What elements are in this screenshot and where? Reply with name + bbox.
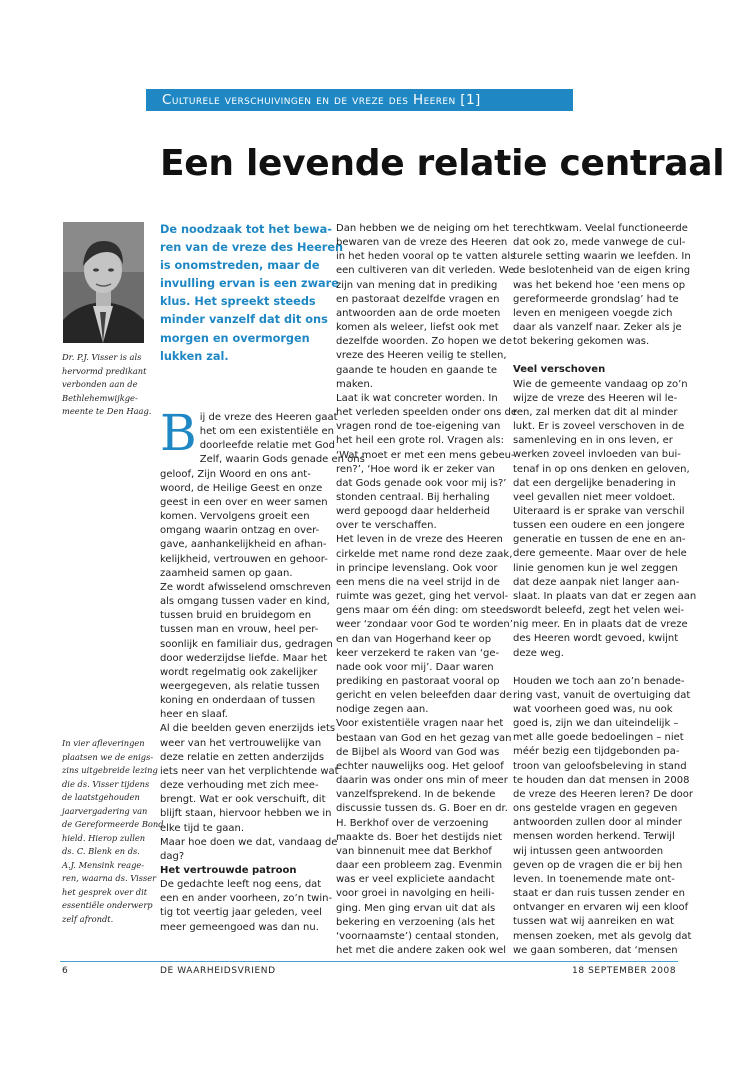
text-line: wordt regelmatig ook zakelijker bbox=[160, 666, 318, 678]
text-line: gaande te houden en gaande te bbox=[336, 364, 498, 376]
text-line: Het leven in de vreze des Heeren bbox=[336, 534, 503, 546]
text-line: Dan hebben we de neiging om het bbox=[336, 223, 510, 234]
text-line: Zelf, waarin Gods genade en ons bbox=[199, 454, 365, 466]
text-line: ‘voornaamste’) centaal stonden, bbox=[336, 930, 499, 942]
text-line: deze verhouding met zich mee- bbox=[160, 780, 319, 792]
text-line: leven en menigeen voegde zich bbox=[513, 307, 673, 319]
subheading-veel-verschoven: Veel verschoven bbox=[513, 364, 606, 376]
text-line: Laat ik wat concreter worden. In bbox=[336, 392, 498, 404]
text-line: zijn van mening dat in prediking bbox=[336, 279, 498, 291]
text-line: werken zoveel invloeden van bui- bbox=[513, 449, 681, 461]
column-1-lines bbox=[160, 453, 365, 864]
text-line: de Bijbel als Woord van God was bbox=[336, 746, 500, 758]
text-line: Voor existentiële vragen naar het bbox=[336, 718, 504, 730]
text-line: daar als vanzelf naar. Zeker als je bbox=[513, 322, 682, 334]
text-line: stonden centraal. Bij herhaling bbox=[336, 491, 490, 503]
text-line: goed is, zijn we dan uiteindelijk – bbox=[513, 718, 679, 730]
text-line: omgang waarin ontzag en over- bbox=[160, 525, 320, 537]
text-line: tussen wat wij aanreiken en wat bbox=[513, 916, 675, 928]
text-line: ren?’, ‘Hoe word ik er zeker van bbox=[336, 463, 495, 475]
text-line: ging. Men ging ervan uit dat als bbox=[336, 902, 496, 914]
text-line: ren, zal merken dat dit al minder bbox=[513, 406, 678, 418]
text-line: wij intussen geen antwoorden bbox=[513, 845, 664, 857]
column-2-lines bbox=[336, 222, 517, 958]
text-line: turele setting waarin we leefden. In bbox=[513, 251, 691, 263]
text-line: elke tijd te gaan. bbox=[160, 822, 245, 834]
column-3-lines bbox=[513, 222, 691, 349]
text-line: ring vast, vanuit de overtuiging dat bbox=[513, 689, 691, 701]
text-line: gericht en velen beleefden daar de bbox=[336, 690, 513, 702]
text-line: een cultiveren van dit verleden. We bbox=[336, 265, 515, 277]
series-banner: Culturele verschuivingen en de vreze des Heeren [1] bbox=[146, 89, 573, 111]
text-line: tot bekering gekomen was. bbox=[513, 336, 650, 348]
text-line: Al die beelden geven enerzijds iets bbox=[160, 723, 336, 735]
text-line: bewaren van de vreze des Heeren bbox=[336, 237, 508, 249]
text-line: staat er dan ruis tussen zender en bbox=[513, 888, 685, 900]
text-line: dere gemeente. Maar over de hele bbox=[513, 548, 687, 560]
text-line: keer verzekerd te raken van ‘ge- bbox=[336, 647, 500, 659]
text-line: tenaf in op ons denken en geloven, bbox=[513, 463, 690, 475]
text-line: dat ook zo, mede vanwege de cul- bbox=[513, 237, 686, 249]
text-line: vragen rond de toe-eigening van bbox=[336, 421, 501, 433]
text-line: deze weg. bbox=[513, 647, 564, 659]
text-line: Houden we toch aan zo’n benade- bbox=[513, 675, 685, 687]
text-line: geven op de vragen die er bij hen bbox=[513, 859, 683, 871]
text-line: lukt. Er is zoveel verschoven in de bbox=[513, 421, 685, 433]
text-line: bestaan van God en het gezag van bbox=[336, 732, 512, 744]
text-line: een mens die na veel strijd in de bbox=[336, 576, 500, 588]
text-line: woord, de Heilige Geest en onze bbox=[160, 482, 323, 494]
text-line: vanzelfsprekend. In de bekende bbox=[336, 789, 496, 801]
text-line: wat voorheen goed was, nu ook bbox=[513, 704, 673, 715]
drop-cap: B bbox=[160, 404, 197, 462]
text-line: maakte ds. Boer het destijds niet bbox=[336, 831, 503, 843]
text-line: ontvanger en ervaren wij een kloof bbox=[513, 902, 689, 914]
text-line: iets neer van het verplichtende wat bbox=[160, 765, 339, 777]
subheading-vertrouwde-patroon: Het vertrouwde patroon bbox=[160, 865, 297, 876]
text-line: blijft staan, hiervoor hebben we in bbox=[160, 808, 332, 820]
text-line: antwoorden aan de orde moeten bbox=[336, 307, 501, 319]
text-line: Maar hoe doen we dat, vandaag de bbox=[160, 836, 338, 848]
text-line: gereformeerde grondslag’ had te bbox=[513, 293, 679, 305]
article-intro: De noodzaak tot het bewa- ren van de vreze des Heeren is onomstreden, maar de invulling ervan is een zware klus. Het spreekt steeds minder vanzelf dat dit ons morgen en overmorgen lukken zal. bbox=[160, 223, 344, 363]
text-line: van binnenuit mee dat Berkhof bbox=[336, 845, 492, 857]
text-line: Wie de gemeente vandaag op zo’n bbox=[513, 378, 688, 390]
text-line: door wederzijdse liefde. Maar het bbox=[160, 652, 328, 664]
text-line: dat deze aanpak niet langer aan- bbox=[513, 576, 680, 588]
article-column-2 bbox=[336, 222, 517, 958]
issue-date: 18 SEPTEMBER 2008 bbox=[572, 966, 677, 976]
text-line: ‘Wat moet er met een mens gebeu- bbox=[336, 449, 515, 461]
text-line: linie genomen kun je wel zeggen bbox=[513, 562, 678, 574]
publication-name: DE WAARHEIDSVRIEND bbox=[160, 966, 276, 976]
text-line: weer van het vertrouwelijke van bbox=[160, 737, 322, 749]
text-line: veel gevallen niet meer voldoet. bbox=[513, 491, 676, 503]
text-line: bekering en verzoening (als het bbox=[336, 916, 495, 928]
text-line: de beslotenheid van de eigen kring bbox=[513, 265, 691, 277]
text-line: het verleden speelden onder ons de bbox=[336, 407, 517, 419]
text-line: dat Gods genade ook voor mij is?’ bbox=[336, 477, 507, 489]
article-column-3 bbox=[513, 222, 697, 958]
text-line: we gaan somberen, dat ‘mensen bbox=[513, 944, 678, 956]
column-3-after-heading bbox=[513, 378, 697, 661]
text-line: de vreze des Heeren leren? De door bbox=[513, 788, 694, 800]
text-line: kelijkheid, vertrouwen en gehoor- bbox=[160, 553, 328, 565]
photo-caption: Dr. P.J. Visser is als hervormd predikant verbonden aan de Bethlehemwijkge- meente te Den Haag. bbox=[62, 352, 152, 416]
article-column-1: B ij de vreze des Heeren gaat het om een existentiële en doorleefde relatie met God Zelf, waarin Gods genade en ons geloof, Zijn Woord en ons ant- woord, de Heilige Geest en onze geest in een over en weer samen komen. Vervolgens groeit een omgang waarin ontzag en over- gave, aanhankelijkheid en afhan- kelijkheid, vertrouwen en gehoor- zaamheid samen op gaan. Ze wordt afwisselend omschreven als omgang tussen vader en kind, tussen bruid en bruidegom en tussen man en vrouw, heel per- soonlijk en familiair dus, gedragen door wederzijdse liefde. Maar het wordt regelmatig ook zakelijker weergegeven, als relatie tussen koning en onderdaan of tussen heer en slaaf. Al die beelden geven enerzijds iets weer van het vertrouwelijke van deze relatie en zetten anderzijds iets neer van het verplichtende wat deze verhouding met zich mee- brengt. Wat er ook verschuift, dit blijft staan, hiervoor hebben we in elke tijd te gaan. Maar hoe doen we dat, vandaag de dag? Het vertrouwde patroon De gedachte leeft nog eens, dat een en ander voorheen, zo’n twin- tig tot veertig jaar geleden, veel meer gemeengoed was dan nu. bbox=[160, 411, 328, 935]
text-line: zaamheid samen op gaan. bbox=[160, 567, 293, 579]
text-line: voor groei in navolging en heili- bbox=[336, 888, 495, 900]
text-line: nodige zegen aan. bbox=[336, 704, 429, 716]
text-line: tussen bruid en bruidegom en bbox=[160, 610, 312, 622]
column-1-after-heading bbox=[160, 878, 333, 935]
text-line: maken. bbox=[336, 378, 373, 390]
text-line: dezelfde woorden. Zo hopen we de bbox=[336, 336, 513, 348]
text-line: Ze wordt afwisselend omschreven bbox=[160, 581, 332, 593]
text-line: een en ander voorheen, zo’n twin- bbox=[160, 893, 333, 905]
text-line: terechtkwam. Veelal functioneerde bbox=[513, 223, 688, 234]
footer-rule bbox=[60, 961, 678, 962]
text-line: vreze des Heeren veilig te stellen, bbox=[336, 350, 507, 362]
series-note: In vier afleveringen plaatsen we de enigs- zins uitgebreide lezing die ds. Visser tijdens de laatstgehouden jaarvergadering van de Gereformeerde Bond hield. Hierop zullen ds. C. Blenk en ds. A.J. Mensink reage- ren, waarna ds. Visser het gesprek over dit essentiële onderwerp zelf afrondt. bbox=[62, 738, 164, 924]
text-line: koning en onderdaan of tussen bbox=[160, 695, 316, 707]
text-line: komen als weleer, liefst ook met bbox=[336, 322, 499, 334]
column-3-final-paragraph bbox=[513, 675, 694, 958]
text-line: cirkelde met name rond deze zaak, bbox=[336, 548, 513, 560]
text-line: werd gepoogd daar helderheid bbox=[336, 506, 490, 518]
text-line: antwoorden zullen door al minder bbox=[513, 817, 682, 829]
text-line: het met die andere zaken ook wel bbox=[336, 944, 507, 956]
text-line: heer en slaaf. bbox=[160, 709, 228, 721]
text-line: over te verschaffen. bbox=[336, 520, 437, 532]
text-line: deze relatie en zetten anderzijds bbox=[160, 751, 325, 763]
text-line: dag? bbox=[160, 850, 185, 862]
text-line: tussen een oudere en een jongere bbox=[513, 520, 685, 532]
text-line: mensen worden herkend. Terwijl bbox=[513, 831, 675, 843]
text-line: was er veel expliciete aandacht bbox=[336, 874, 495, 886]
text-line: geloof, Zijn Woord en ons ant- bbox=[160, 468, 311, 480]
text-line: gave, aanhankelijkheid en afhan- bbox=[160, 539, 327, 551]
text-line: was het bekend hoe ‘een mens op bbox=[513, 279, 686, 291]
text-line: daar een probleem zag. Evenmin bbox=[336, 860, 503, 872]
text-line: in het heden vooral op te vatten als bbox=[336, 251, 516, 263]
text-line: wijze de vreze des Heeren wil le- bbox=[513, 392, 678, 404]
text-line: weer ‘zondaar voor God te worden’ bbox=[336, 619, 513, 631]
text-line: tussen man en vrouw, heel per- bbox=[160, 624, 319, 636]
text-line: mensen zoeken, met als gevolg dat bbox=[513, 930, 692, 942]
text-line: in principe levenslang. Ook voor bbox=[336, 562, 498, 574]
text-line: brengt. Wat er ook verschuift, dit bbox=[160, 794, 326, 806]
text-line: soonlijk en familiair dus, gedragen bbox=[160, 638, 333, 650]
text-line: ruimte was gezet, ging het vervol- bbox=[336, 591, 509, 603]
text-line: leven. In toenemende mate ont- bbox=[513, 873, 675, 885]
text-line: te houden dan dat mensen in 2008 bbox=[513, 774, 690, 786]
text-line: als omgang tussen vader en kind, bbox=[160, 596, 330, 608]
text-line: meer gemeengoed was dan nu. bbox=[160, 921, 319, 933]
author-photo bbox=[63, 222, 144, 343]
text-line: met alle goede bedoelingen – niet bbox=[513, 732, 684, 744]
text-line: gens maar om één ding: om steeds bbox=[336, 605, 514, 617]
text-line: komen. Vervolgens groeit een bbox=[160, 511, 310, 523]
text-line: méér bezig een tijdgebonden pa- bbox=[513, 746, 680, 758]
text-line: tig tot veertig jaar geleden, veel bbox=[160, 907, 322, 919]
text-line: ons gestelde vragen en gegeven bbox=[513, 803, 678, 815]
text-line: slaat. In plaats van dat er zegen aan bbox=[513, 590, 697, 602]
text-line: generatie en tussen de ene en an- bbox=[513, 534, 686, 546]
text-line: wordt beleefd, zegt het velen wei- bbox=[513, 605, 685, 617]
text-line: H. Berkhof over de verzoening bbox=[336, 817, 489, 829]
text-line: Uiteraard is er sprake van verschil bbox=[513, 505, 685, 517]
text-line: prediking en pastoraat vooral op bbox=[336, 676, 500, 687]
text-line: geest in een over en weer samen bbox=[160, 496, 328, 508]
text-line: des Heeren wordt gevoed, kwijnt bbox=[513, 633, 679, 645]
text-line: daarin was onder ons min of meer bbox=[336, 775, 508, 787]
text-line: weergegeven, als relatie tussen bbox=[160, 680, 320, 692]
text-line: en pastoraat dezelfde vragen en bbox=[336, 293, 500, 305]
text-line: nade ook voor mij’. Daar waren bbox=[336, 661, 494, 673]
text-line: het heil een grote rol. Vragen als: bbox=[336, 435, 504, 447]
text-line: en dan van Hogerhand keer op bbox=[336, 633, 492, 645]
text-line: troon van geloofsbeleving in stand bbox=[513, 760, 687, 772]
page-number: 6 bbox=[62, 966, 69, 976]
text-line: dat een dergelijke benadering in bbox=[513, 477, 676, 489]
text-line: samenleving en in ons leven, er bbox=[513, 435, 673, 447]
text-line: nig meer. En in plaats dat de vreze bbox=[513, 619, 688, 631]
article-headline: Een levende relatie centraal bbox=[160, 143, 725, 184]
text-line: discussie tussen ds. G. Boer en dr. bbox=[336, 803, 508, 815]
text-line: echter nauwelijks oog. Het geloof bbox=[336, 760, 504, 772]
text-line: De gedachte leeft nog eens, dat bbox=[160, 879, 322, 891]
